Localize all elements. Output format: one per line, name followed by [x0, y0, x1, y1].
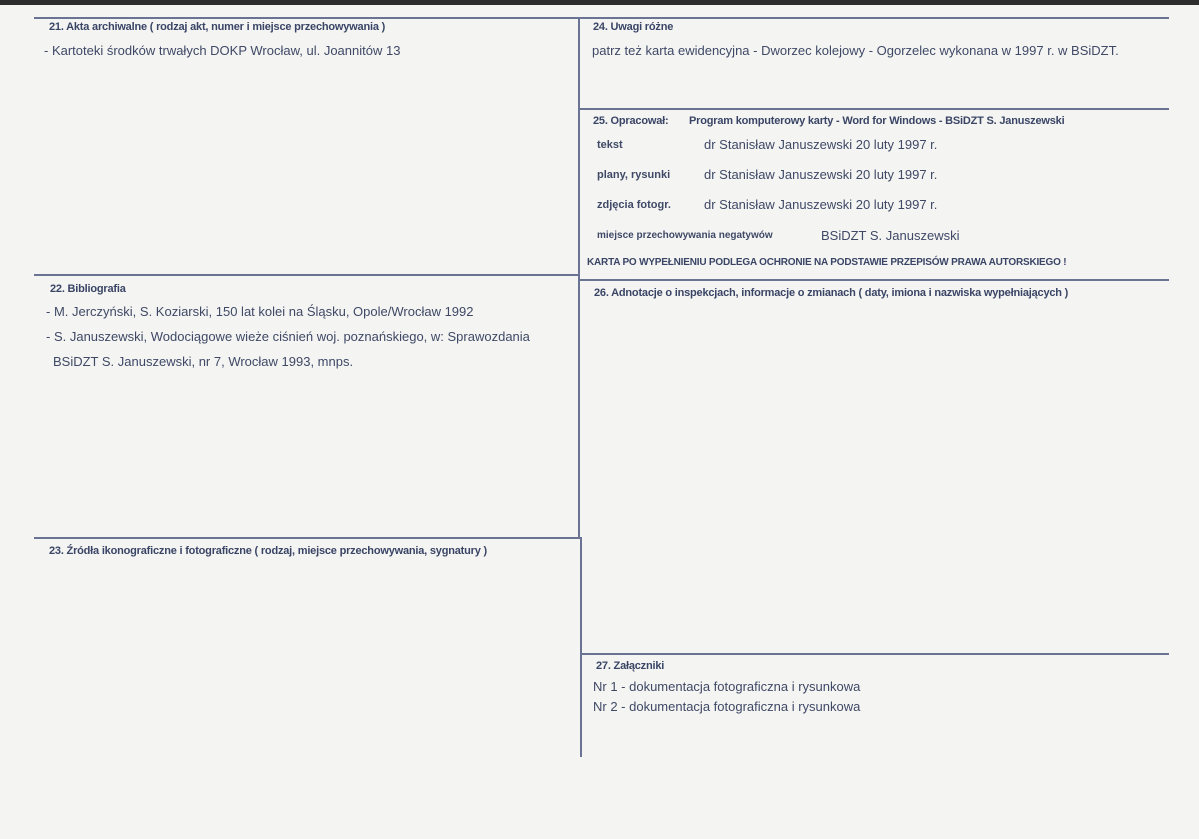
divider-26-27 [581, 653, 1169, 655]
center-divider [578, 17, 580, 537]
plany-label: plany, rysunki [597, 169, 671, 181]
section-27-line-2: Nr 2 - dokumentacja fotograficzna i rysunkowa [593, 699, 861, 714]
zdjecia-label: zdjęcia fotogr. [597, 199, 671, 211]
negatywy-value: BSiDZT S. Januszewski [821, 228, 960, 243]
divider-21-22 [34, 274, 579, 276]
zdjecia-value: dr Stanisław Januszewski 20 luty 1997 r. [704, 197, 938, 212]
divider-22-23 [34, 537, 580, 539]
section-25-header-value: Program komputerowy karty - Word for Windows - BSiDZT S. Januszewski [689, 115, 1065, 127]
section-24-line-1: patrz też karta ewidencyjna - Dworzec kolejowy - Ogorzelec wykonana w 1997 r. w BSiDZT. [592, 43, 1119, 58]
section-23-header: 23. Źródła ikonograficzne i fotograficzne ( rodzaj, miejsce przechowywania, sygnatury ) [49, 545, 487, 557]
section-21-line-1: - Kartoteki środków trwałych DOKP Wrocław, ul. Joannitów 13 [44, 43, 401, 58]
section-21-header: 21. Akta archiwalne ( rodzaj akt, numer i miejsce przechowywania ) [49, 21, 386, 33]
divider-25-26 [579, 279, 1169, 281]
tekst-value: dr Stanisław Januszewski 20 luty 1997 r. [704, 137, 938, 152]
section-22-line-3: BSiDZT S. Januszewski, nr 7, Wrocław 1993, mnps. [53, 354, 354, 369]
section-22-line-2: - S. Januszewski, Wodociągowe wieże ciśnień woj. poznańskiego, w: Sprawozdania [46, 329, 530, 344]
section-22-header: 22. Bibliografia [50, 283, 126, 295]
top-border [34, 17, 1169, 19]
section-22-line-1: - M. Jerczyński, S. Koziarski, 150 lat kolei na Śląsku, Opole/Wrocław 1992 [46, 304, 474, 319]
section-26-header: 26. Adnotacje o inspekcjach, informacje o zmianach ( daty, imiona i nazwiska wypełniających ) [594, 287, 1069, 299]
copyright-notice: KARTA PO WYPEŁNIENIU PODLEGA OCHRONIE NA PODSTAWIE PRZEPISÓW PRAWA AUTORSKIEGO ! [587, 257, 1067, 268]
center-divider-lower [580, 537, 582, 757]
section-27-line-1: Nr 1 - dokumentacja fotograficzna i rysunkowa [593, 679, 861, 694]
section-24-header: 24. Uwagi różne [593, 21, 674, 33]
tekst-label: tekst [597, 139, 623, 151]
section-25-header-label: 25. Opracował: [593, 115, 669, 127]
divider-24-25 [579, 108, 1169, 110]
negatywy-label: miejsce przechowywania negatywów [597, 230, 773, 241]
page-top-edge [0, 0, 1199, 5]
plany-value: dr Stanisław Januszewski 20 luty 1997 r. [704, 167, 938, 182]
section-27-header: 27. Załączniki [596, 660, 665, 672]
